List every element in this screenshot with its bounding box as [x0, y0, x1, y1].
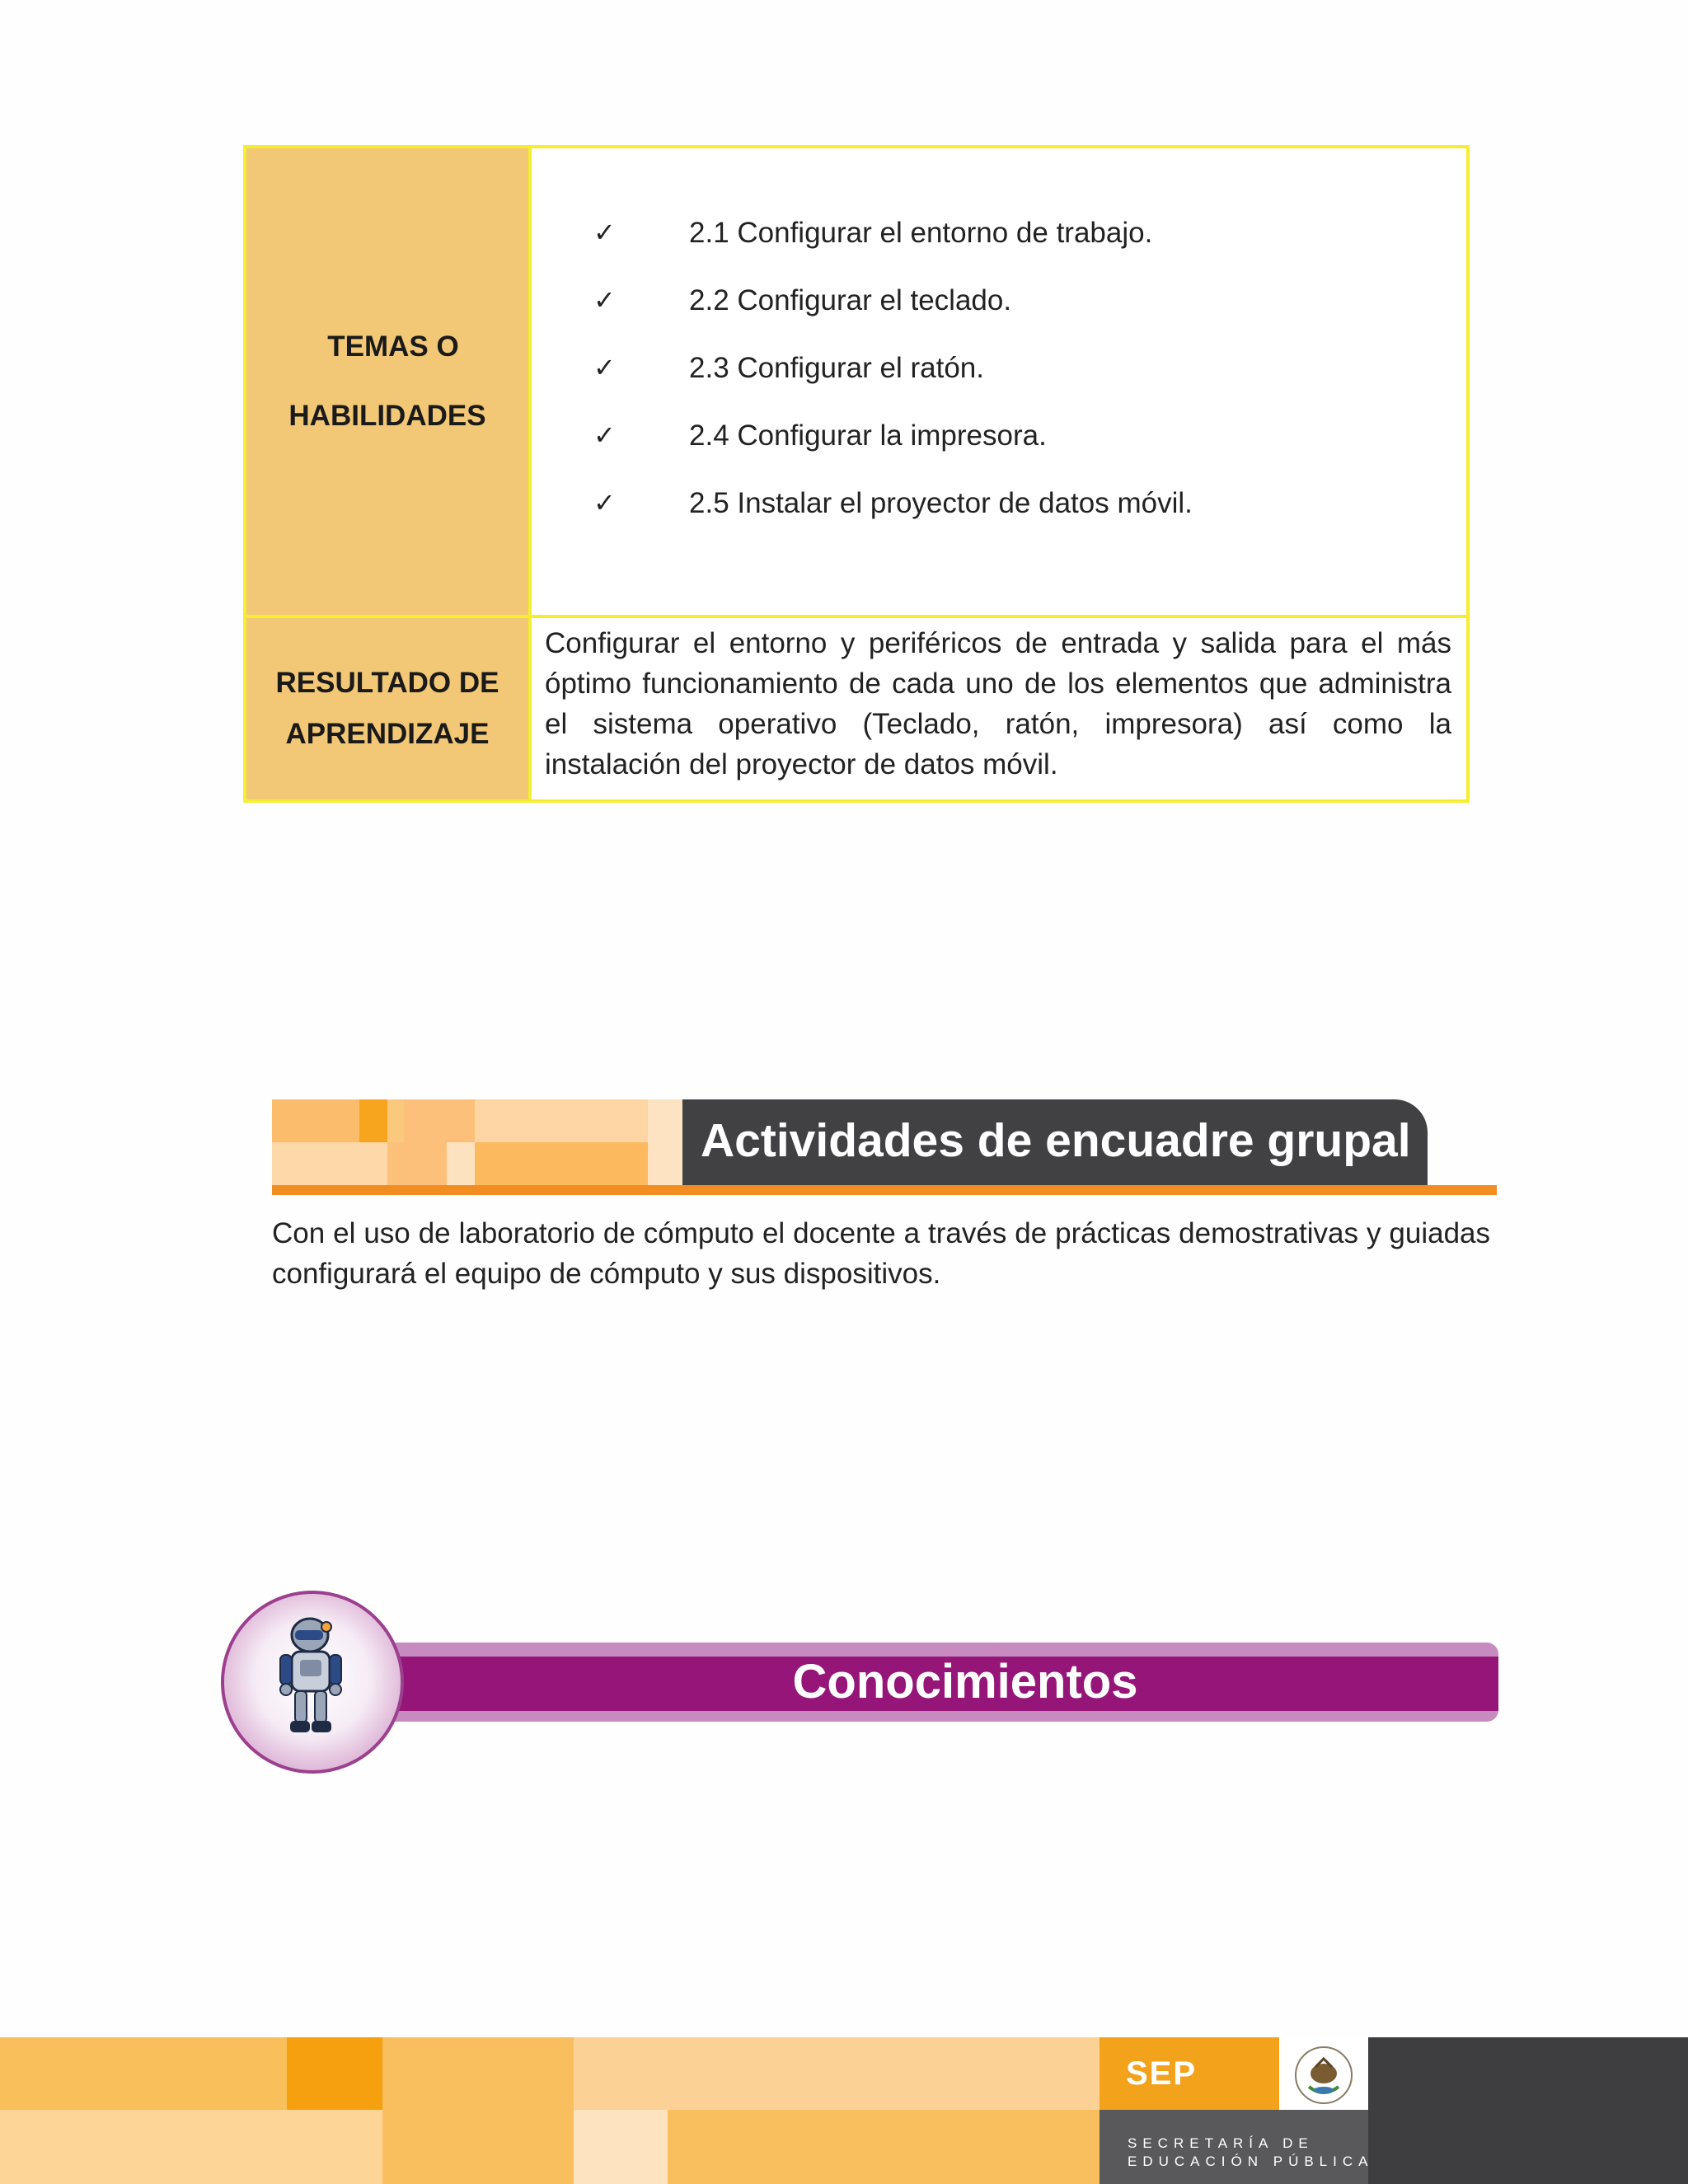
banner-tile	[447, 1142, 475, 1185]
checkmark-icon: ✓	[593, 419, 616, 451]
competency-table	[243, 145, 1470, 803]
footer-tile	[287, 2037, 382, 2110]
topics-label-line1: TEMAS O	[327, 330, 459, 363]
sep-logo: SEP	[1100, 2037, 1279, 2110]
agency-name	[1128, 2135, 1373, 2171]
footer-tile	[574, 2110, 668, 2184]
result-text-cell	[528, 615, 1470, 803]
topic-text: 2.5 Instalar el proyector de datos móvil.	[689, 487, 1193, 519]
footer-tile	[382, 2037, 574, 2184]
topics-list-cell	[528, 145, 1470, 618]
topic-text: 2.1 Configurar el entorno de trabajo.	[689, 217, 1153, 249]
topic-text: 2.3 Configurar el ratón.	[689, 352, 984, 384]
result-label-cell	[243, 615, 532, 803]
banner-underline	[272, 1185, 1497, 1195]
checkmark-icon: ✓	[593, 352, 616, 383]
checkmark-icon: ✓	[593, 284, 616, 316]
footer-tile	[1368, 2037, 1688, 2184]
banner-tile	[648, 1099, 682, 1185]
topics-label-line2: HABILIDADES	[288, 400, 486, 432]
checkmark-icon: ✓	[593, 217, 616, 248]
banner-tile	[272, 1099, 359, 1142]
result-label-line2: APRENDIZAJE	[285, 718, 490, 750]
section-banner-activities	[272, 1099, 1497, 1197]
result-text: Configurar el entorno y periféricos de entrada y salida para el más óptimo funcionamiento de cada uno de los elementos que administra el sistema operativo (Teclado, ratón, impresora) así como la instalación del proyector de datos móvil.	[545, 627, 1451, 780]
knowledge-badge	[221, 1591, 404, 1774]
banner-tile	[272, 1142, 387, 1185]
topic-text: 2.2 Configurar el teclado.	[689, 284, 1012, 316]
activities-paragraph: Con el uso de laboratorio de cómputo el docente a través de prácticas demostrativas y guiadas configurará el equipo de cómputo y sus dispositivos.	[272, 1217, 1490, 1290]
footer-tile	[668, 2110, 1100, 2184]
national-seal-icon	[1279, 2037, 1368, 2110]
robot-icon	[224, 1594, 401, 1770]
checkmark-icon: ✓	[593, 487, 616, 518]
result-label-line1: RESULTADO DE	[275, 667, 499, 699]
footer-tile	[574, 2037, 1100, 2110]
section-title: Actividades de encuadre grupal	[682, 1099, 1428, 1185]
banner-tile	[359, 1099, 387, 1142]
banner-tile	[387, 1099, 404, 1142]
banner-tile	[475, 1142, 648, 1185]
footer	[0, 2037, 1688, 2184]
banner-tile	[387, 1142, 404, 1185]
footer-tile	[0, 2037, 287, 2110]
banner-tile	[475, 1099, 648, 1142]
footer-tile	[0, 2110, 382, 2184]
section-title: Conocimientos	[792, 1655, 1138, 1708]
agency-line1: SECRETARÍA DE	[1128, 2135, 1314, 2151]
agency-line2: EDUCACIÓN PÚBLICA	[1128, 2154, 1374, 2169]
topic-text: 2.4 Configurar la impresora.	[689, 419, 1047, 452]
topics-label-cell	[243, 145, 532, 618]
